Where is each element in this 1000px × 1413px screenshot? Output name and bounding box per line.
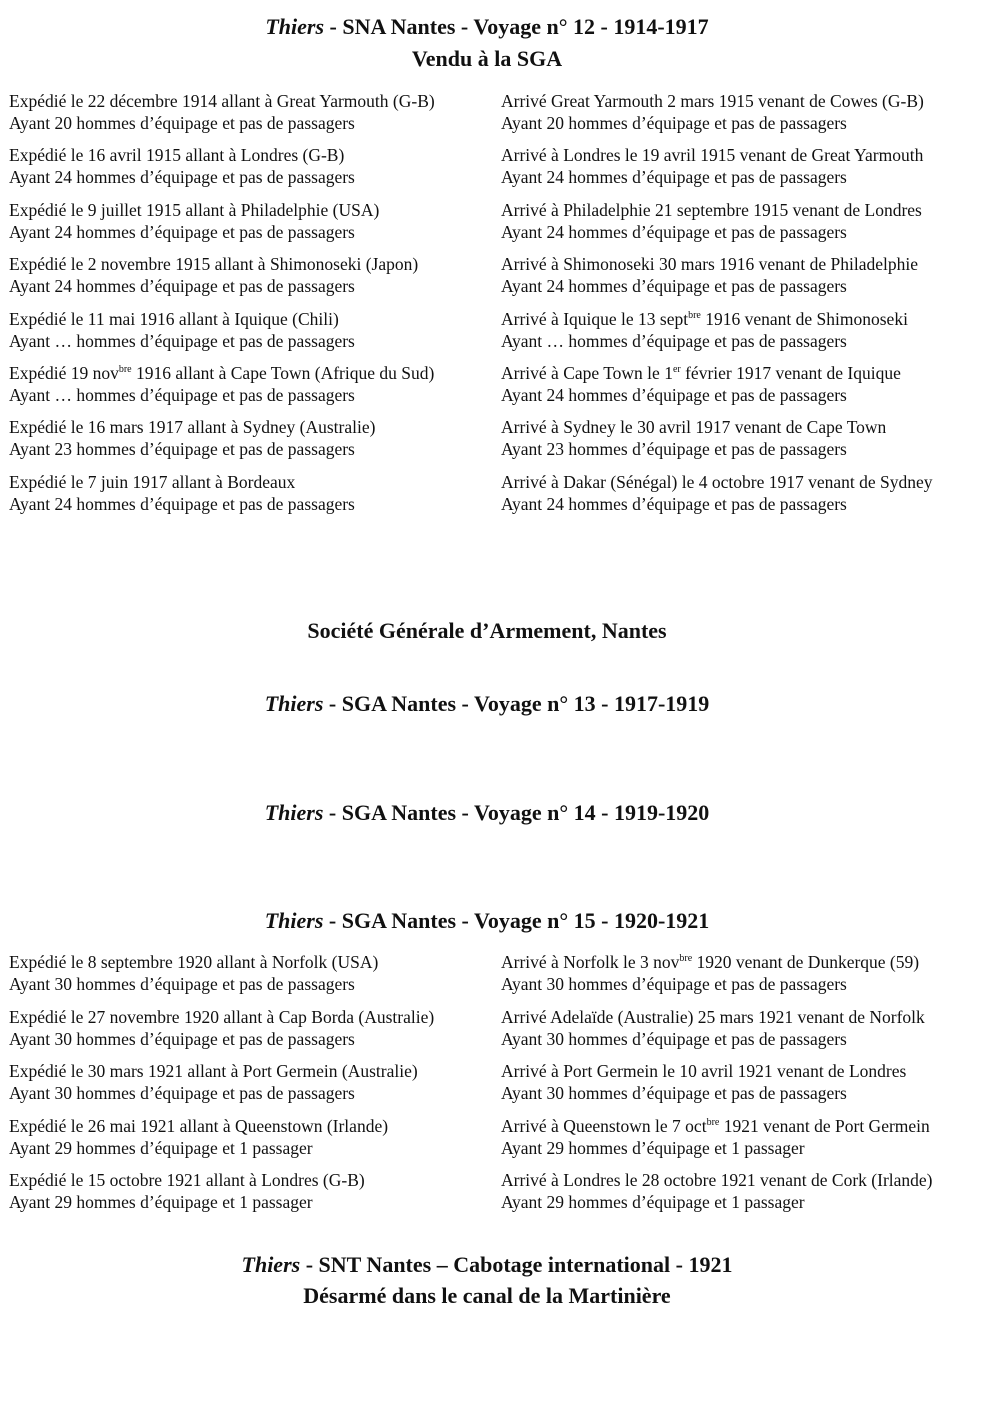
departure-entry: Expédié le 30 mars 1921 allant à Port Germein (Australie) Ayant 30 hommes d’équipage et pas de passagers [9, 1061, 418, 1103]
arrival-entry: Arrivé à Cape Town le 1er février 1917 venant de Iquique Ayant 24 hommes d’équipage et pas de passagers [501, 363, 901, 405]
departure-entry: Expédié le 16 avril 1915 allant à Londres (G-B) Ayant 24 hommes d’équipage et pas de passagers [9, 145, 355, 187]
company-heading: Société Générale d’Armement, Nantes [307, 618, 667, 643]
departure-entry: Expédié le 7 juin 1917 allant à Bordeaux Ayant 24 hommes d’équipage et pas de passagers [9, 472, 355, 514]
arrival-entry: Arrivé à Queenstown le 7 oct$^{bre}$ 1921 venant de Port Germein Ayant 29 hommes d’équipage et 1 passager [501, 1116, 930, 1158]
arrival-entry: Arrivé à Sydney le 30 avril 1917 venant de Cape Town Ayant 23 hommes d’équipage et pas de passagers [501, 417, 887, 459]
ship-name: Thiers [265, 14, 325, 39]
departure-entry: Expédié le 22 décembre 1914 allant à Great Yarmouth (G-B) Ayant 20 hommes d’équipage et pas de passagers [9, 91, 435, 133]
voyage-12-title: Thiers - SNA Nantes - Voyage n° 12 - 1914-1917 [265, 14, 709, 39]
departure-entry: Expédié le 9 juillet 1915 allant à Philadelphie (USA) Ayant 24 hommes d’équipage et pas de passagers [9, 200, 380, 242]
voyage-14-title: Thiers - SGA Nantes - Voyage n° 14 - 1919-1920 [264, 800, 710, 825]
arrival-entry: Arrivé Great Yarmouth 2 mars 1915 venant de Cowes (G-B) Ayant 20 hommes d’équipage et pas de passagers [501, 91, 924, 133]
departure-entry: Expédié le 15 octobre 1921 allant à Londres (G-B) Ayant 29 hommes d’équipage et 1 passager [9, 1170, 365, 1212]
ship-name: Thiers [241, 1252, 301, 1277]
arrival-entry: Arrivé à Norfolk le 3 nov$^{bre}$ 1920 venant de Dunkerque (59) Ayant 30 hommes d’équipage et pas de passagers [501, 952, 920, 994]
departure-entry: Expédié le 26 mai 1921 allant à Queenstown (Irlande) Ayant 29 hommes d’équipage et 1 passager [9, 1116, 389, 1158]
ship-name: Thiers [264, 691, 324, 716]
departure-entry: Expédié le 8 septembre 1920 allant à Norfolk (USA) Ayant 30 hommes d’équipage et pas de passagers [9, 952, 379, 994]
snt-subtitle: Désarmé dans le canal de la Martinière [303, 1283, 671, 1308]
arrival-entry: Arrivé à Londres le 28 octobre 1921 venant de Cork (Irlande) Ayant 29 hommes d’équipage et 1 passager [501, 1170, 933, 1212]
arrival-entry: Arrivé à Philadelphie 21 septembre 1915 venant de Londres Ayant 24 hommes d’équipage et pas de passagers [501, 200, 922, 242]
ship-name: Thiers [264, 908, 324, 933]
arrival-entry: Arrivé à Iquique le 13 sept$^{bre}$ 1916 venant de Shimonoseki Ayant … hommes d’équipage et pas de passagers [501, 309, 908, 351]
arrival-entry: Arrivé Adelaïde (Australie) 25 mars 1921 venant de Norfolk Ayant 30 hommes d’équipage et pas de passagers [501, 1007, 925, 1049]
ship-name: Thiers [264, 800, 324, 825]
snt-title: Thiers - SNT Nantes – Cabotage international - 1921 [241, 1252, 733, 1277]
arrival-entry: Arrivé à Shimonoseki 30 mars 1916 venant de Philadelphie Ayant 24 hommes d’équipage et pas de passagers [501, 254, 919, 296]
arrival-entry: Arrivé à Londres le 19 avril 1915 venant de Great Yarmouth Ayant 24 hommes d’équipage et pas de passagers [501, 145, 924, 187]
departure-entry: Expédié 19 nov$^{bre}$ 1916 allant à Cape Town (Afrique du Sud) Ayant … hommes d’équipage et pas de passagers [9, 363, 435, 405]
arrival-entry: Arrivé à Port Germein le 10 avril 1921 venant de Londres Ayant 30 hommes d’équipage et pas de passagers [501, 1061, 907, 1103]
departure-entry: Expédié le 27 novembre 1920 allant à Cap Borda (Australie) Ayant 30 hommes d’équipage et pas de passagers [9, 1007, 435, 1049]
departure-entry: Expédié le 2 novembre 1915 allant à Shimonoseki (Japon) Ayant 24 hommes d’équipage et pas de passagers [9, 254, 419, 296]
arrival-entry: Arrivé à Dakar (Sénégal) le 4 octobre 1917 venant de Sydney Ayant 24 hommes d’équipage et pas de passagers [501, 472, 933, 514]
departure-entry: Expédié le 16 mars 1917 allant à Sydney (Australie) Ayant 23 hommes d’équipage et pas de passagers [9, 417, 376, 459]
voyage-15-title: Thiers - SGA Nantes - Voyage n° 15 - 1920-1921 [264, 908, 710, 933]
voyage-13-title: Thiers - SGA Nantes - Voyage n° 13 - 1917-1919 [264, 691, 710, 716]
voyage-12-subtitle: Vendu à la SGA [411, 46, 563, 71]
departure-entry: Expédié le 11 mai 1916 allant à Iquique (Chili) Ayant … hommes d’équipage et pas de passagers [9, 309, 355, 351]
